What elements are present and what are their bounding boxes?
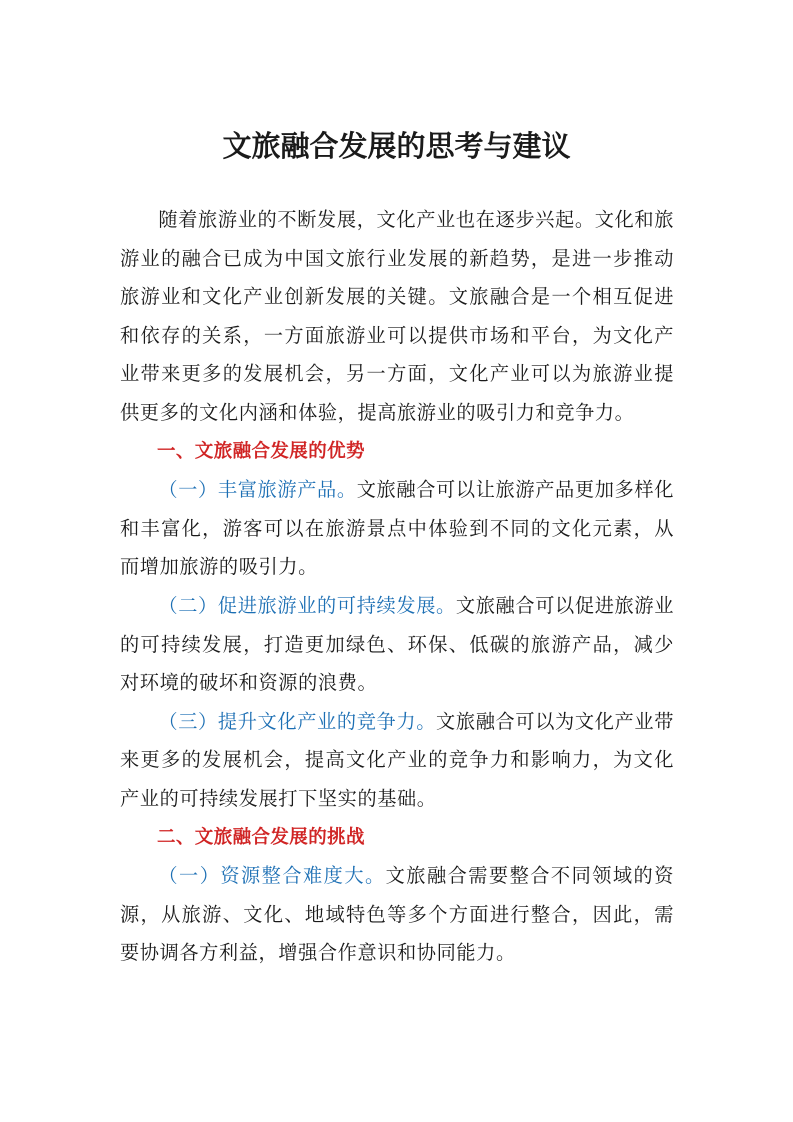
item-text: 文旅融合需要整合不同领域的资源，从旅游、文化、地域特色等多个方面进行整合，因此，需要协调各方利益，增强合作意识和协同能力。 — [120, 864, 674, 965]
section-heading-challenges: 二、文旅融合发展的挑战 — [157, 826, 365, 848]
intro-paragraph: 随着旅游业的不断发展，文化产业也在逐步兴起。文化和旅游业的融合已成为中国文旅行业发展的新趋势，是进一步推动旅游业和文化产业创新发展的关键。文旅融合是一个相互促进和依存的关系，一方面旅游业可以提供市场和平台，为文化产业带来更多的发展机会，另一方面，文化产业可以为旅游业提供更多的文化内涵和体验，提高旅游业的吸引力和竞争力。 — [120, 208, 674, 424]
item-text: 文旅融合可以促进旅游业的可持续发展，打造更加绿色、环保、低碳的旅游产品，减少对环境的破坏和资源的浪费。 — [120, 593, 675, 695]
list-item — [120, 703, 674, 819]
item-label: （一）丰富旅游产品。 — [158, 478, 357, 502]
document-title: 文旅融合发展的思考与建议 — [222, 129, 571, 163]
item-label: （二）促进旅游业的可持续发展。 — [158, 593, 456, 617]
item-text: 文旅融合可以让旅游产品更加多样化和丰富化，游客可以在旅游景点中体验到不同的文化元素，从而增加旅游的吸引力。 — [120, 478, 674, 579]
item-label: （一）资源整合难度大。 — [158, 864, 386, 888]
list-item — [120, 857, 674, 973]
section-heading-advantages: 一、文旅融合发展的优势 — [157, 440, 365, 462]
item-label: （三）提升文化产业的竞争力。 — [158, 709, 437, 733]
list-item — [120, 471, 674, 587]
list-item — [120, 587, 674, 703]
item-text: 文旅融合可以为文化产业带来更多的发展机会，提高文化产业的竞争力和影响力，为文化产业的可持续发展打下坚实的基础。 — [120, 709, 674, 810]
document-body — [120, 201, 674, 973]
